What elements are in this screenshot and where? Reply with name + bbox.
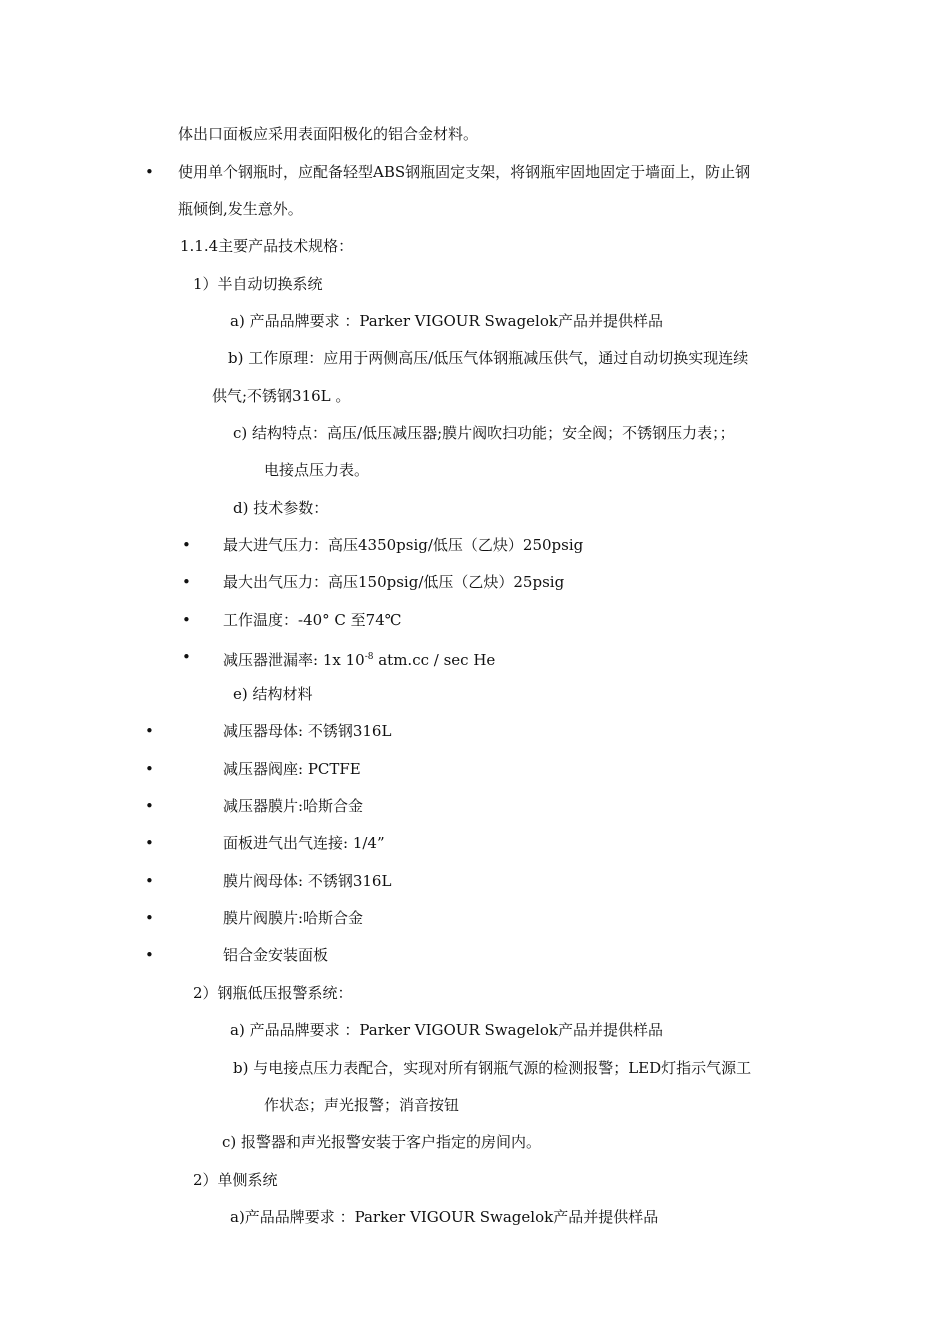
s1-item-e: e) 结构材料 xyxy=(233,685,313,703)
bullet-icon: • xyxy=(145,797,154,815)
leak-suffix: atm.cc / sec He xyxy=(373,651,496,669)
s3-title: 2）单侧系统 xyxy=(193,1171,278,1189)
material-item: 减压器阀座: PCTFE xyxy=(223,760,361,778)
s1-item-b-cont: 供气;不锈钢316L 。 xyxy=(212,387,351,405)
bullet-icon: • xyxy=(145,760,154,778)
section-heading: 1.1.4主要产品技术规格： xyxy=(180,237,354,255)
bullet-icon: • xyxy=(182,648,191,666)
intro-line: 体出口面板应采用表面阳极化的铝合金材料。 xyxy=(178,125,479,143)
s2-item-a: a) 产品品牌要求 ：Parker VIGOUR Swagelok产品并提供样品 xyxy=(230,1021,663,1039)
s1-item-b: b) 工作原理：应用于两侧高压/低压气体钢瓶减压供气，通过自动切换实现连续 xyxy=(228,349,749,367)
param-item-leak xyxy=(223,647,495,670)
param-item: 最大进气压力：高压4350psig/低压（乙炔）250psig xyxy=(223,536,584,554)
bullet-icon: • xyxy=(182,573,191,591)
intro-bullet-line: 使用单个钢瓶时，应配备轻型ABS钢瓶固定支架，将钢瓶牢固地固定于墙面上，防止钢 xyxy=(178,163,751,181)
material-item: 减压器膜片:哈斯合金 xyxy=(223,797,364,815)
material-item: 膜片阀母体: 不锈钢316L xyxy=(223,872,392,890)
s1-item-d: d) 技术参数： xyxy=(233,499,329,517)
material-item: 面板进气出气连接: 1/4” xyxy=(223,834,385,852)
s1-title: 1）半自动切换系统 xyxy=(193,275,323,293)
bullet-icon: • xyxy=(145,946,154,964)
bullet-icon: • xyxy=(145,834,154,852)
param-item: 工作温度：-40° C 至74℃ xyxy=(223,611,402,629)
s3-item-a: a)产品品牌要求 ：Parker VIGOUR Swagelok产品并提供样品 xyxy=(230,1208,659,1226)
s1-item-a: a) 产品品牌要求 ：Parker VIGOUR Swagelok产品并提供样品 xyxy=(230,312,663,330)
s1-item-c-cont: 电接点压力表。 xyxy=(264,461,370,479)
param-item: 最大出气压力：高压150psig/低压（乙炔）25psig xyxy=(223,573,565,591)
bullet-icon: • xyxy=(145,872,154,890)
bullet-icon: • xyxy=(182,611,191,629)
material-item: 膜片阀膜片:哈斯合金 xyxy=(223,909,364,927)
bullet-icon: • xyxy=(145,722,154,740)
bullet-icon: • xyxy=(145,909,154,927)
leak-prefix: 减压器泄漏率: 1x 10 xyxy=(223,651,365,669)
s2-item-c: c) 报警器和声光报警安装于客户指定的房间内。 xyxy=(222,1133,542,1151)
bullet-icon: • xyxy=(145,163,154,181)
s2-item-b-cont: 作状态；声光报警；消音按钮 xyxy=(264,1096,460,1114)
bullet-icon: • xyxy=(182,536,191,554)
s2-title: 2）钢瓶低压报警系统： xyxy=(193,984,353,1002)
material-item: 铝合金安装面板 xyxy=(223,946,329,964)
intro-bullet-line-cont: 瓶倾倒,发生意外。 xyxy=(178,200,303,218)
s1-item-c: c) 结构特点：高压/低压减压器;膜片阀吹扫功能；安全阀；不锈钢压力表；； xyxy=(233,424,735,442)
s2-item-b: b) 与电接点压力表配合，实现对所有钢瓶气源的检测报警；LED灯指示气源工 xyxy=(233,1059,752,1077)
leak-exponent: -8 xyxy=(364,652,374,662)
material-item: 减压器母体: 不锈钢316L xyxy=(223,722,392,740)
